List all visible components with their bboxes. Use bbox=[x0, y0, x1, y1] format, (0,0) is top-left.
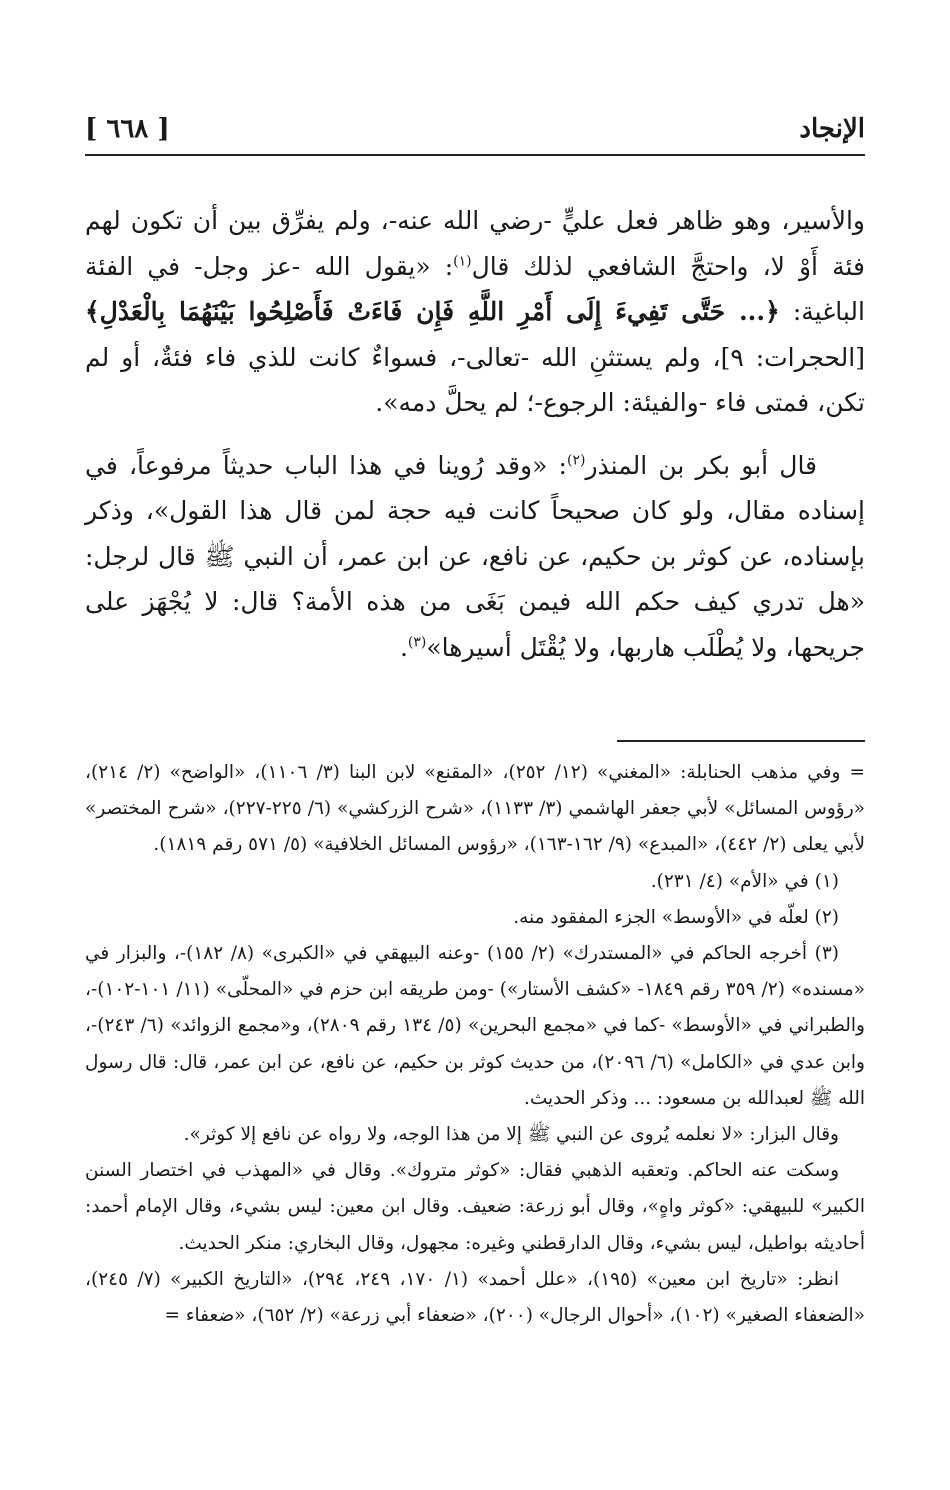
main-text bbox=[85, 198, 865, 687]
footnote-3: (٣) أخرجه الحاكم في «المستدرك» (٢/ ١٥٥) -وعنه البيهقي في «الكبرى» (٨/ ١٨٢)-، والبزار في «مسنده» (٢/ ٣٥٩ رقم ١٨٤٩- «كشف الأستار») -ومن طريقه ابن حزم في «المحلّى» (١١/ ١٠١-١٠٢)-، والطبراني في «الأوسط» -كما في «مجمع البحرين» (٥/ ١٣٤ رقم ٢٨٠٩)، و«مجمع الزوائد» (٦/ ٢٤٣)-، وابن عدي في «الكامل» (٦/ ٢٠٩٦)، من حديث كوثر بن حكيم، عن نافع، عن ابن عمر، قال: قال رسول الله ﷺ لعبدالله بن مسعود: ... وذكر الحديث. bbox=[85, 943, 865, 1109]
footnote-1: (١) في «الأم» (٤/ ٢٣١). bbox=[650, 870, 839, 892]
paragraph-1-text-b: : «يقول الله -عز وجل- في الفئة الباغية: bbox=[85, 251, 865, 326]
footnote-divider bbox=[617, 740, 865, 742]
page-header bbox=[85, 108, 865, 156]
footnotes bbox=[85, 755, 865, 1334]
paragraph-1 bbox=[85, 198, 865, 426]
footnote-3-dhahabi: وسكت عنه الحاكم. وتعقبه الذهبي فقال: «كوثر متروك». وقال في «المهذب في اختصار السنن الكبير» للبيهقي: «كوثر واهٍ»، وقال أبو زرعة: ضعيف. وقال ابن معين: ليس بشيء، وقال الإمام أحمد: أحاديثه بواطيل، ليس بشيء، وقال الدارقطني وغيره: مجهول، وقال البخاري: منكر الحديث. bbox=[85, 1160, 865, 1254]
running-title: الإنجاد bbox=[799, 114, 865, 144]
paragraph-1-text-c: [الحجرات: ٩]، ولم يستثنِ الله -تعالى-، فسواءٌ كانت للذي فاء فئةٌ، أو لم تكن، فمتى فاء -والفيئة: الرجوع-؛ لم يحلَّ دمه». bbox=[85, 342, 865, 417]
footnote-ref-3: (٣) bbox=[407, 634, 427, 651]
footnote-3-bazzar: وقال البزار: «لا نعلمه يُروى عن النبي ﷺ إلا من هذا الوجه، ولا رواه عن نافع إلا كوثر». bbox=[183, 1124, 839, 1146]
paragraph-2-end: . bbox=[399, 632, 408, 662]
paragraph-1-text-a: والأسير، وهو ظاهر فعل عليٍّ -رضي الله عنه-، ولم يفرِّق بين أن تكون لهم فئة أَوْ لا، واحتجَّ الشافعي لذلك قال bbox=[85, 206, 865, 281]
paragraph-2-text-a: قال أبو بكر بن المنذر bbox=[585, 450, 818, 480]
footnote-ref-2: (٢) bbox=[566, 452, 586, 469]
footnote-continuation: = وفي مذهب الحنابلة: «المغني» (١٢/ ٢٥٢)، «المقنع» لابن البنا (٣/ ١١٠٦)، «الواضح» (٢/ ٢١٤)، «رؤوس المسائل» لأبي جعفر الهاشمي (٣/ ١١٣٣)، «شرح الزركشي» (٦/ ٢٢٥-٢٢٧)، «شرح المختصر» لأبي يعلى (٢/ ٤٤٢)، «المبدع» (٩/ ١٦٢-١٦٣)، «رؤوس المسائل الخلافية» (٥/ ٥٧١ رقم ١٨١٩). bbox=[85, 762, 866, 856]
paragraph-2 bbox=[85, 443, 865, 671]
footnote-2: (٢) لعلّه في «الأوسط» الجزء المفقود منه. bbox=[513, 906, 839, 928]
page-number: [ ٦٦٨ ] bbox=[85, 114, 170, 144]
paragraph-2-text-b: : «وقد رُوينا في هذا الباب حديثاً مرفوعاً، في إسناده مقال، ولو كان صحيحاً كانت فيه حجة لمن قال هذا القول»، وذكر بإسناده، عن كوثر بن حكيم، عن نافع، عن ابن عمر، أن النبي ﷺ قال لرجل: «هل تدري كيف حكم الله فيمن بَغَى من هذه الأمة؟ قال: لا يُجْهَز على جريحها، ولا يُطْلَب هاربها، ولا يُقْتَل أسيرها» bbox=[85, 450, 865, 662]
quran-verse: ﴿... حَتَّى تَفِيءَ إِلَى أَمْرِ اللَّهِ فَإِن فَاءَتْ فَأَصْلِحُوا بَيْنَهُمَا بِالْعَدْلِ﴾ bbox=[85, 297, 780, 326]
footnote-3-refs: انظر: «تاريخ ابن معين» (١٩٥)، «علل أحمد» (١/ ١٧٠، ٢٤٩، ٢٩٤)، «التاريخ الكبير» (٧/ ٢٤٥)، «الضعفاء الصغير» (١٠٢)، «أحوال الرجال» (٢٠٠)، «ضعفاء أبي زرعة» (٢/ ٦٥٢)، «ضعفاء = bbox=[85, 1268, 865, 1327]
footnote-ref-1: (١) bbox=[453, 253, 472, 270]
